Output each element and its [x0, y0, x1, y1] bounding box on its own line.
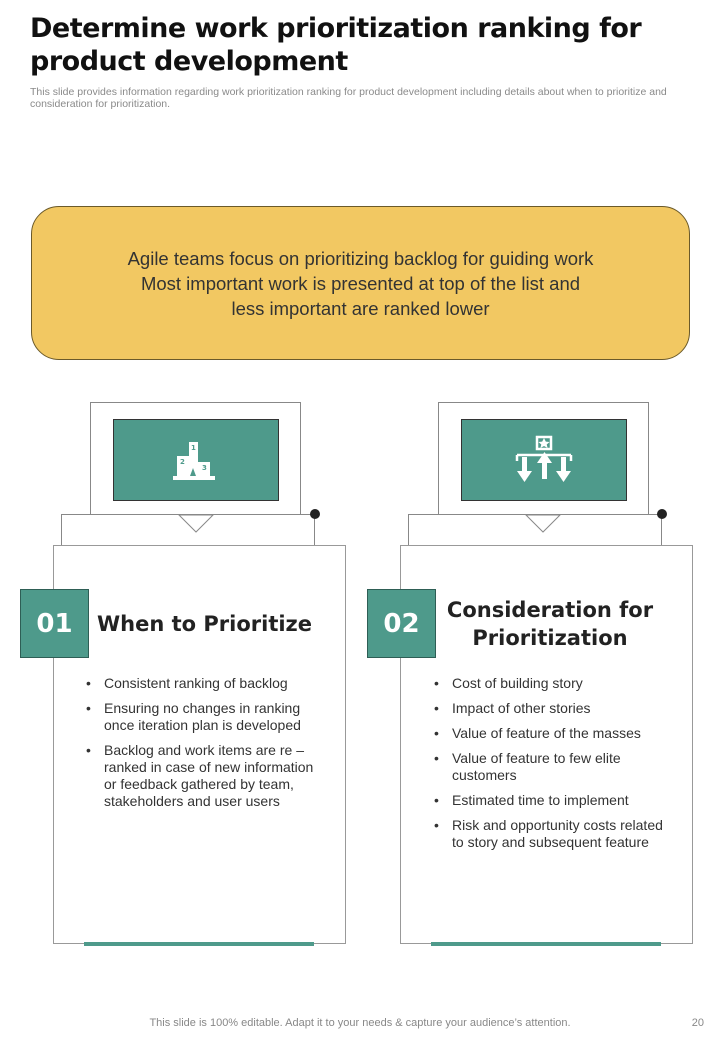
card-heading — [444, 596, 656, 652]
monitor-frame-left — [90, 402, 301, 516]
list-item: • Value of feature to few elite customers — [434, 750, 674, 784]
monitor-screen-left — [113, 419, 279, 501]
podium-label-1: 1 — [191, 444, 196, 452]
connector-dot-left — [310, 509, 320, 519]
footer-note: This slide is 100% editable. Adapt it to your needs & capture your audience’s attention. — [149, 1017, 571, 1029]
list-item: • Risk and opportunity costs related to story and subsequent feature — [434, 817, 674, 851]
card-accent-bar-left — [84, 942, 314, 946]
podium-label-2: 2 — [180, 458, 185, 466]
list-item: • Estimated time to implement — [434, 792, 674, 809]
banner-line: less important are ranked lower — [231, 297, 490, 319]
page-title: Determine work prioritization ranking for product development — [30, 13, 642, 77]
page-number: 20 — [691, 1017, 704, 1029]
monitor-screen-right — [461, 419, 627, 501]
pointer-notch-right — [525, 514, 561, 534]
monitor-frame-right — [438, 402, 649, 516]
list-item: • Value of feature of the masses — [434, 725, 674, 742]
card-number-badge: 01 — [20, 589, 89, 658]
card-number-badge: 02 — [367, 589, 436, 658]
pointer-notch-left — [178, 514, 214, 534]
bullet-list-right — [434, 675, 674, 859]
banner-line: Agile teams focus on prioritizing backlog for guiding work — [127, 247, 594, 269]
list-item: • Ensuring no changes in ranking once iteration plan is developed — [86, 700, 326, 734]
summary-banner — [31, 206, 690, 360]
bullet-list-left — [86, 675, 326, 818]
ranking-podium-icon — [171, 438, 221, 482]
card-heading: When to Prioritize — [97, 612, 313, 636]
connector-dot-right — [657, 509, 667, 519]
list-item: • Consistent ranking of backlog — [86, 675, 326, 692]
priority-arrows-icon — [511, 435, 577, 485]
list-item: • Backlog and work items are re – ranked in case of new information or feedback gathered by team, stakeholders and user users — [86, 742, 326, 810]
card-heading-line: Prioritization — [472, 626, 628, 650]
list-item: • Impact of other stories — [434, 700, 674, 717]
list-item: • Cost of building story — [434, 675, 674, 692]
page-subtitle: This slide provides information regarding work prioritization ranking for product development including details about when to prioritize and consideration for prioritization. — [30, 86, 667, 110]
card-heading-line: Consideration for — [446, 598, 654, 622]
banner-line: Most important work is presented at top of the list and — [140, 272, 581, 294]
card-accent-bar-right — [431, 942, 661, 946]
podium-label-3: 3 — [202, 464, 207, 472]
